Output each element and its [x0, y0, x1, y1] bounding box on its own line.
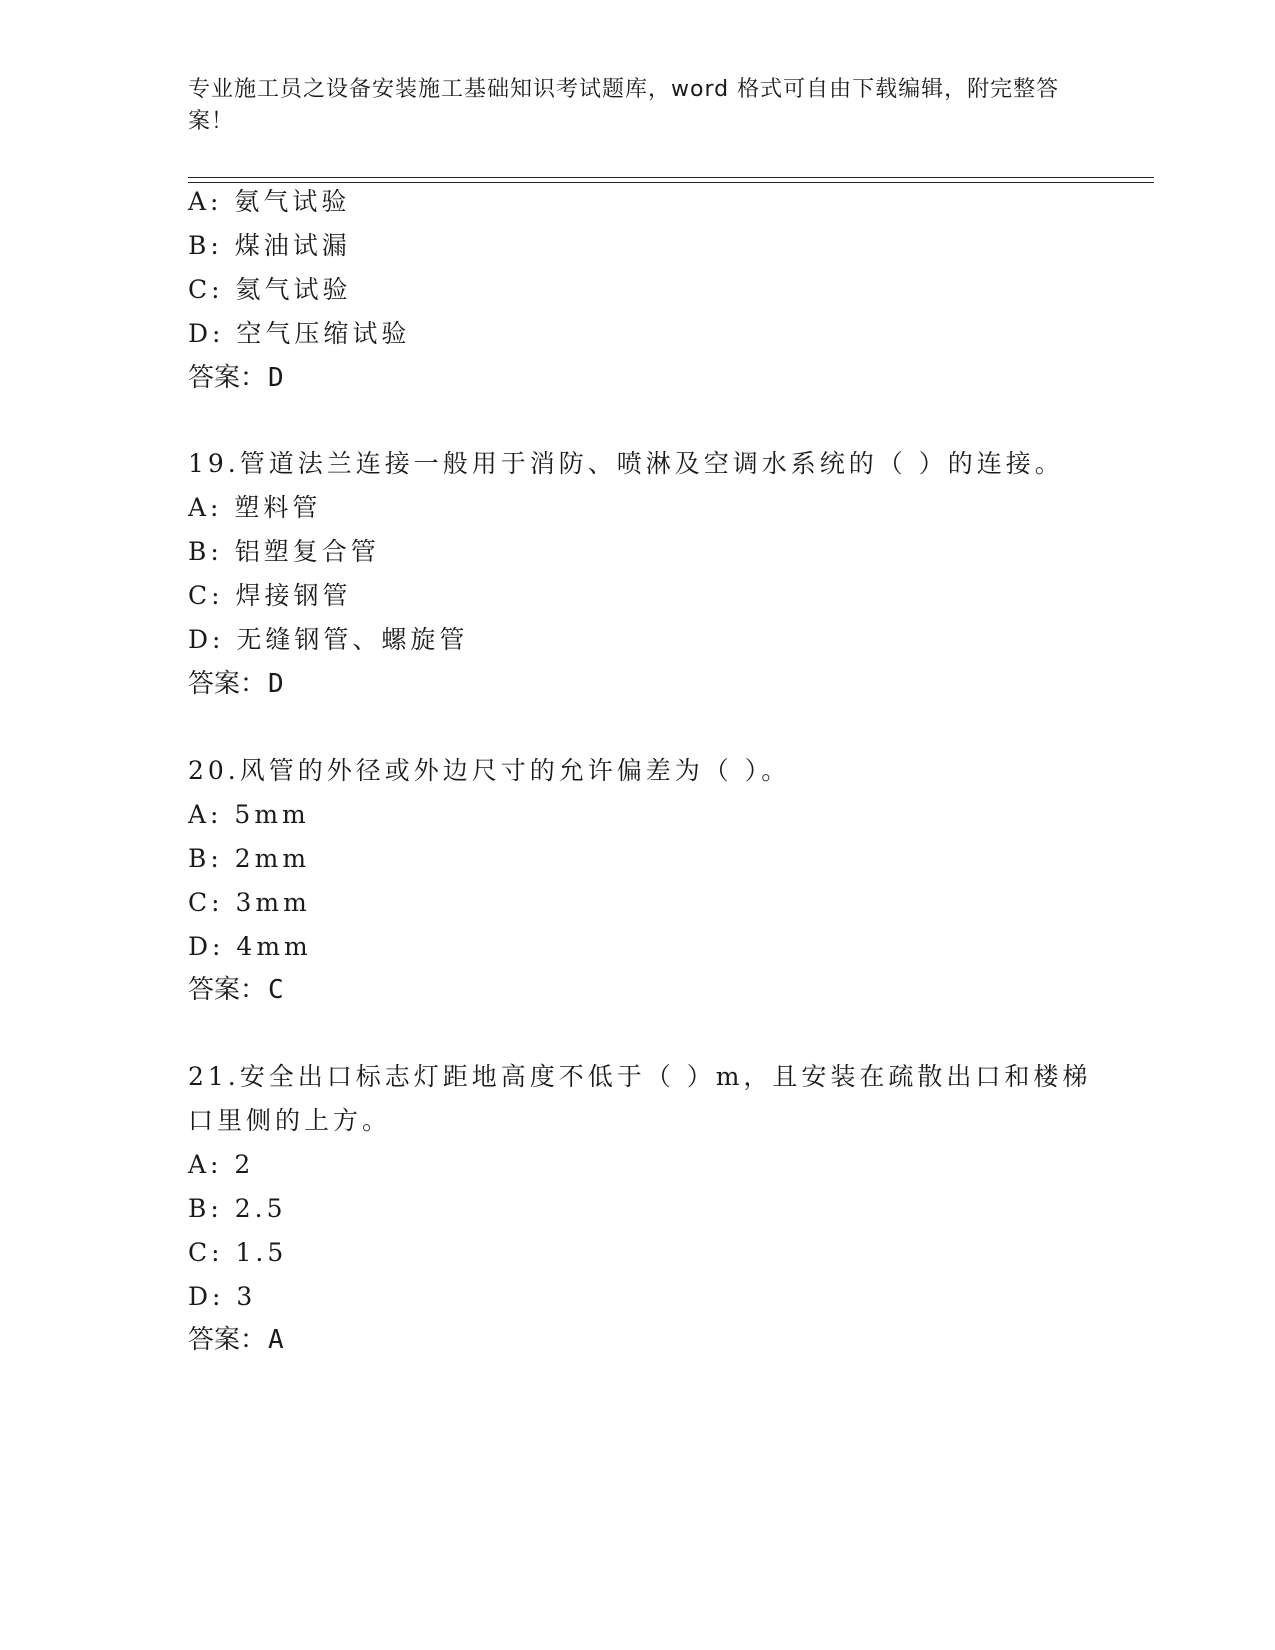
- q21-answer: [188, 1324, 284, 1356]
- answer-value: D: [268, 669, 284, 699]
- q21-option-c: C: 1.5: [188, 1238, 288, 1267]
- q19-answer: [188, 668, 284, 700]
- q20-option-b: B: 2mm: [188, 844, 311, 873]
- answer-label: 答案：: [188, 363, 267, 393]
- q19-option-c: C: 焊接钢管: [188, 581, 352, 610]
- answer-value: C: [268, 975, 284, 1005]
- q20-option-c: C: 3mm: [188, 888, 311, 917]
- answer-label: 答案：: [188, 975, 267, 1005]
- answer-value: A: [268, 1325, 284, 1355]
- q21-stem-line2: 口里侧的上方。: [188, 1106, 392, 1135]
- q20-answer: [188, 974, 284, 1006]
- prev-option-b: B: 煤油试漏: [188, 231, 351, 260]
- q19-option-a: A: 塑料管: [188, 493, 322, 522]
- prev-option-c: C: 氦气试验: [188, 275, 352, 304]
- q21-stem-line1: 21.安全出口标志灯距地高度不低于（ ）m，且安装在疏散出口和楼梯: [188, 1062, 1092, 1091]
- prev-option-a: A: 氨气试验: [188, 187, 351, 216]
- q21-option-a: A: 2: [188, 1150, 255, 1179]
- q20-option-a: A: 5mm: [188, 800, 310, 829]
- q21-option-d: D: 3: [188, 1282, 257, 1311]
- answer-label: 答案：: [188, 669, 267, 699]
- answer-label: 答案：: [188, 1325, 267, 1355]
- q19-stem: 19.管道法兰连接一般用于消防、喷淋及空调水系统的（ ）的连接。: [188, 449, 1064, 478]
- document-header: 专业施工员之设备安装施工基础知识考试题库，word 格式可自由下载编辑，附完整答案！: [188, 77, 1060, 134]
- q19-option-d: D: 无缝钢管、螺旋管: [188, 625, 469, 654]
- header-divider-top: [188, 177, 1154, 178]
- q20-option-d: D: 4mm: [188, 932, 312, 961]
- q21-option-b: B: 2.5: [188, 1194, 287, 1223]
- header-divider-bottom: [188, 182, 1154, 183]
- answer-value: D: [268, 363, 284, 393]
- prev-answer: [188, 362, 284, 394]
- prev-option-d: D: 空气压缩试验: [188, 319, 411, 348]
- q20-stem: 20.风管的外径或外边尺寸的允许偏差为（ ）。: [188, 756, 791, 785]
- q19-option-b: B: 铝塑复合管: [188, 537, 380, 566]
